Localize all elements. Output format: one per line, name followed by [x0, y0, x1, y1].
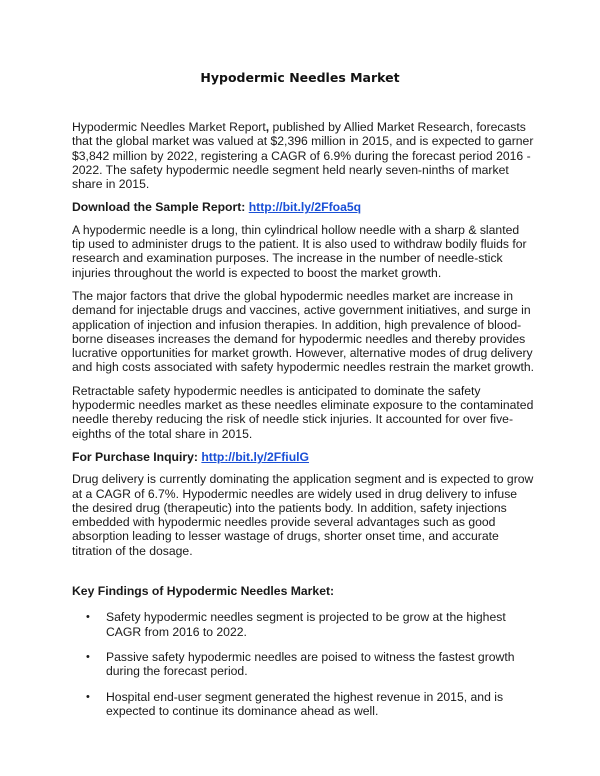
sample-report-heading [72, 200, 534, 214]
intro-lead: Hypodermic Needles Market Report [72, 120, 266, 134]
key-findings-list [72, 610, 534, 718]
document-body [72, 120, 534, 729]
list-item [86, 689, 534, 719]
page-title: Hypodermic Needles Market [200, 70, 400, 85]
purchase-inquiry-label: For Purchase Inquiry: [72, 449, 202, 464]
intro-comma: , [265, 120, 270, 134]
bullet-icon: • [86, 690, 90, 703]
paragraph-drivers: The major factors that drive the global hypodermic needles market are increase in demand for injectable drugs and vaccines, active government initiatives, and surge in application of injection and infusion therapies. In addition, high prevalence of blood-borne diseases increases the demand for hypodermic needles and thereby provides lucrative opportunities for market growth. However, alternative modes of drug delivery and high costs associated with safety hypodermic needles restrain the market growth. [72, 288, 535, 375]
intro-rest: published by Allied Market Research, forecasts that the global market was valued at $2,396 million in 2015, and is expected to garner $3,842 million by 2022, registering a CAGR of 6.9% during the forecast period 2016 - 2022. The safety hypodermic needle segment held nearly seven-ninths of market share in 2015. [72, 120, 534, 192]
bullet-icon: • [86, 650, 90, 663]
sample-report-label: Download the Sample Report: [72, 200, 249, 215]
paragraph-application: Drug delivery is currently dominating the application segment and is expected to grow at a CAGR of 6.7%. Hypodermic needles are widely used in drug delivery to infuse the desired drug (therapeutic) into the patients body. In addition, safety injections embedded with hypodermic needles provide several advantages such as good absorption leading to lesser wastage of drugs, shorter onset time, and accurate titration of the dosage. [72, 472, 534, 558]
list-item [86, 610, 534, 639]
paragraph-definition: A hypodermic needle is a long, thin cylindrical hollow needle with a sharp & slanted tip used to administer drugs to the patient. It is also used to withdraw bodily fluids for research and examination purposes. The increase in the number of needle-stick injuries throughout the world is expected to boost the market growth. [72, 222, 527, 280]
intro-paragraph [72, 120, 534, 191]
bullet-icon: • [86, 611, 90, 624]
purchase-inquiry-link[interactable]: http://bit.ly/2FfiulG [201, 449, 309, 464]
paragraph-retractable: Retractable safety hypodermic needles is anticipated to dominate the safety hypodermic needles market as these needles eliminate exposure to the contaminated needle thereby reducing the risk of needle stick injuries. It accounted for over five-eighths of the total share in 2015. [72, 383, 534, 441]
list-item [86, 649, 534, 679]
finding-text: Safety hypodermic needles segment is projected to be grow at the highest CAGR from 2016 to 2022. [106, 610, 506, 639]
purchase-inquiry-heading [72, 450, 534, 464]
finding-text: Passive safety hypodermic needles are poised to witness the fastest growth during the forecast period. [106, 649, 515, 679]
finding-text: Hospital end-user segment generated the highest revenue in 2015, and is expected to continue its dominance ahead as well. [106, 689, 504, 718]
key-findings-title: Key Findings of Hypodermic Needles Market: [72, 584, 335, 599]
sample-report-link[interactable]: http://bit.ly/2Ffoa5q [248, 200, 362, 215]
